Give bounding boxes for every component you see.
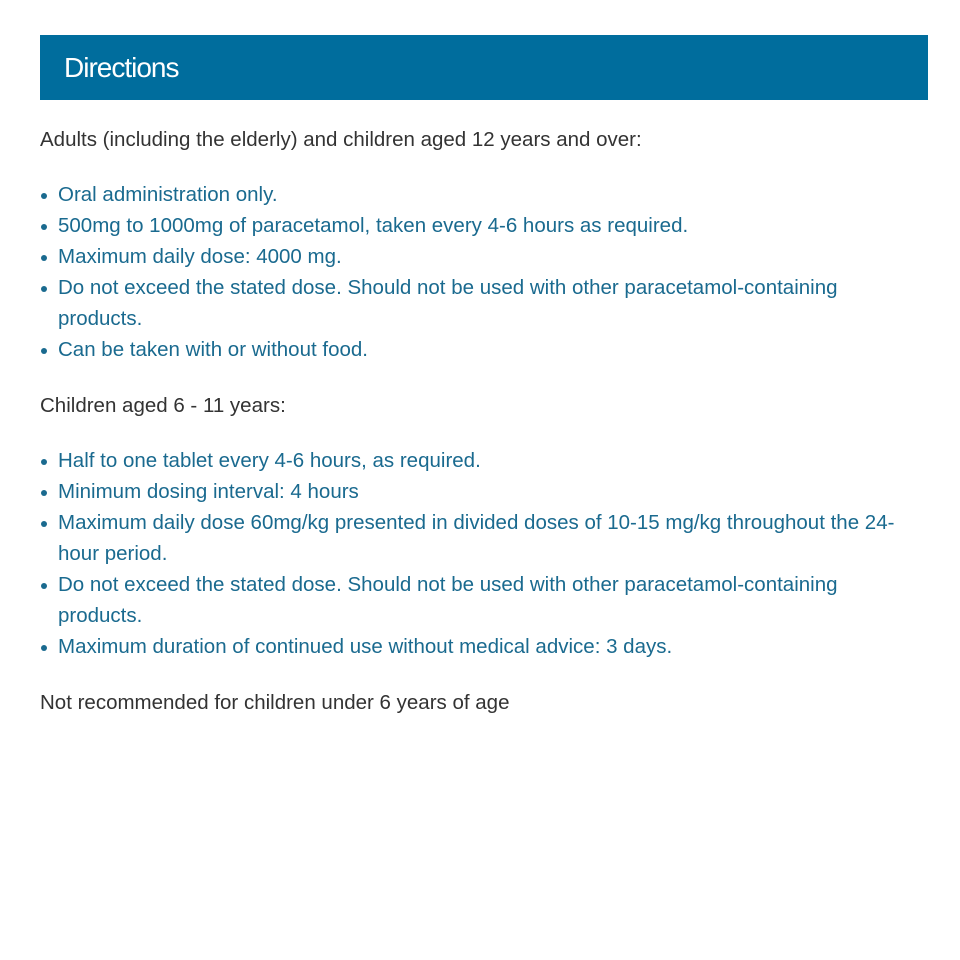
list-item: Do not exceed the stated dose. Should not be used with other paracetamol-containing products. xyxy=(40,569,920,631)
page-title: Directions xyxy=(64,52,179,83)
list-item: 500mg to 1000mg of paracetamol, taken every 4-6 hours as required. xyxy=(40,210,920,241)
adults-directions-list xyxy=(40,179,920,365)
list-item: Maximum daily dose: 4000 mg. xyxy=(40,241,920,272)
children-directions-list xyxy=(40,445,920,662)
list-item: Oral administration only. xyxy=(40,179,920,210)
age-restriction-note: Not recommended for children under 6 years of age xyxy=(40,691,510,714)
children-intro: Children aged 6 - 11 years: xyxy=(40,394,286,417)
adults-intro: Adults (including the elderly) and children aged 12 years and over: xyxy=(40,128,642,151)
list-item: Maximum daily dose 60mg/kg presented in divided doses of 10-15 mg/kg throughout the 24-hour period. xyxy=(40,507,920,569)
directions-header xyxy=(40,35,928,100)
list-item: Maximum duration of continued use without medical advice: 3 days. xyxy=(40,631,920,662)
directions-content xyxy=(40,124,920,718)
list-item: Do not exceed the stated dose. Should not be used with other paracetamol-containing products. xyxy=(40,272,920,334)
list-item: Half to one tablet every 4-6 hours, as required. xyxy=(40,445,920,476)
list-item: Minimum dosing interval: 4 hours xyxy=(40,476,920,507)
list-item: Can be taken with or without food. xyxy=(40,334,920,365)
